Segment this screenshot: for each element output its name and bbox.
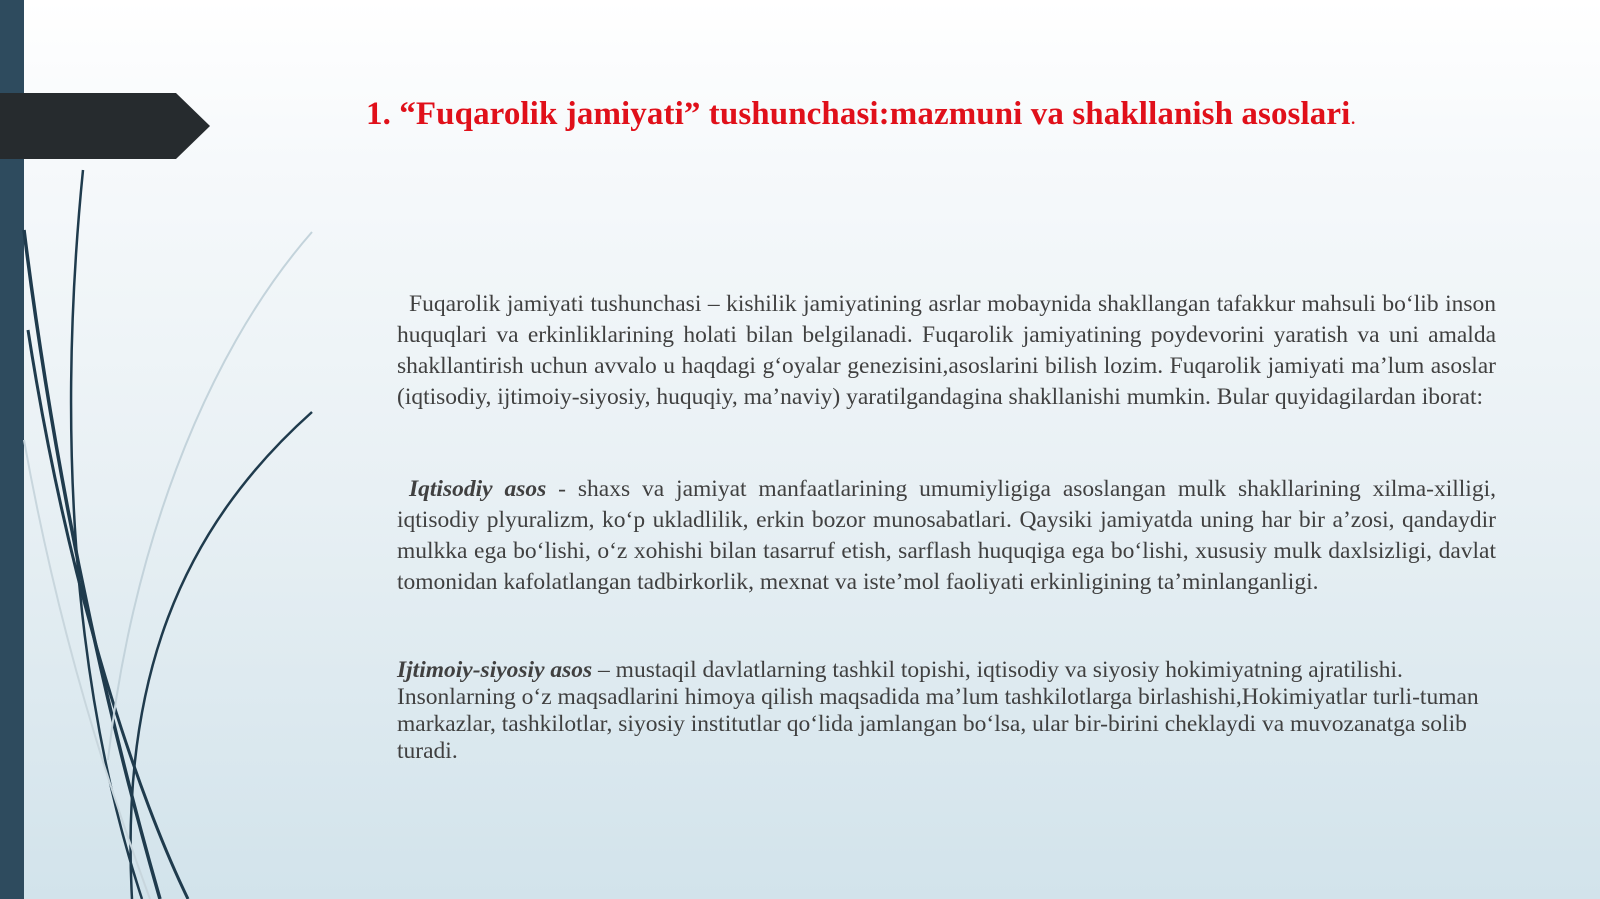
paragraph-economic-basis-text: - shaxs va jamiyat manfaatlarining umumiyligiga asoslangan mulk shakllarining xilma-xilligi, iqtisodiy plyuralizm, ko‘p ukladlilik, erkin bozor munosabatlari. Qaysiki jamiyatda uning har bir a’zosi, qandaydir mulkka ega bo‘lishi, o‘z xohishi bilan tasarruf etish, sarflash huquqiga ega bo‘lishi, xususiy mulk daxlsizligi, davlat tomonidan kafolatlangan tadbirkorlik, mexnat va iste’mol faoliyati erkinligining ta’minlanganligi. — [397, 476, 1496, 595]
term-economic-basis: Iqtisodiy asos — [409, 476, 547, 502]
decorative-curve-lines — [0, 0, 340, 899]
paragraph-economic-basis — [397, 472, 1496, 598]
slide-title — [366, 96, 1566, 133]
slide-title-period: . — [1350, 104, 1356, 129]
paragraph-definition-text: Fuqarolik jamiyati tushunchasi – kishilik jamiyatining asrlar mobaynida shakllangan tafakkur mahsuli bo‘lib inson huquqlari va erkinliklarining holati bilan belgilanadi. Fuqarolik jamiyatining poydevorini yaratish va uni amalda shakllantirish uchun avvalo u haqdagi g‘oyalar genezisini,asoslarini bilish lozim. Fuqarolik jamiyati ma’lum asoslar (iqtisodiy, ijtimoiy-siyosiy, huquqiy, ma’naviy) yaratilgandagina shakllanishi mumkin. Bular quyidagilardan iborat: — [397, 291, 1496, 410]
paragraph-socio-political-basis — [397, 657, 1496, 765]
slide-title-text: 1. “Fuqarolik jamiyati” tushunchasi:mazmuni va shakllanish asoslari — [366, 96, 1351, 132]
term-socio-political-basis: Ijtimoiy-siyosiy asos — [397, 657, 593, 683]
paragraph-socio-political-basis-text: – mustaqil davlatlarning tashkil topishi, iqtisodiy va siyosiy hokimiyatning ajratilishi. Insonlarning o‘z maqsadlarini himoya qilish maqsadida ma’lum tashkilotlarga birlashishi,Hokimiyatlar turli-tuman markazlar, tashkilotlar, siyosiy institutlar qo‘lida jamlangan bo‘lsa, ular bir-birini cheklaydi va muvozanatga solib turadi. — [397, 657, 1479, 764]
paragraph-definition — [397, 287, 1496, 413]
